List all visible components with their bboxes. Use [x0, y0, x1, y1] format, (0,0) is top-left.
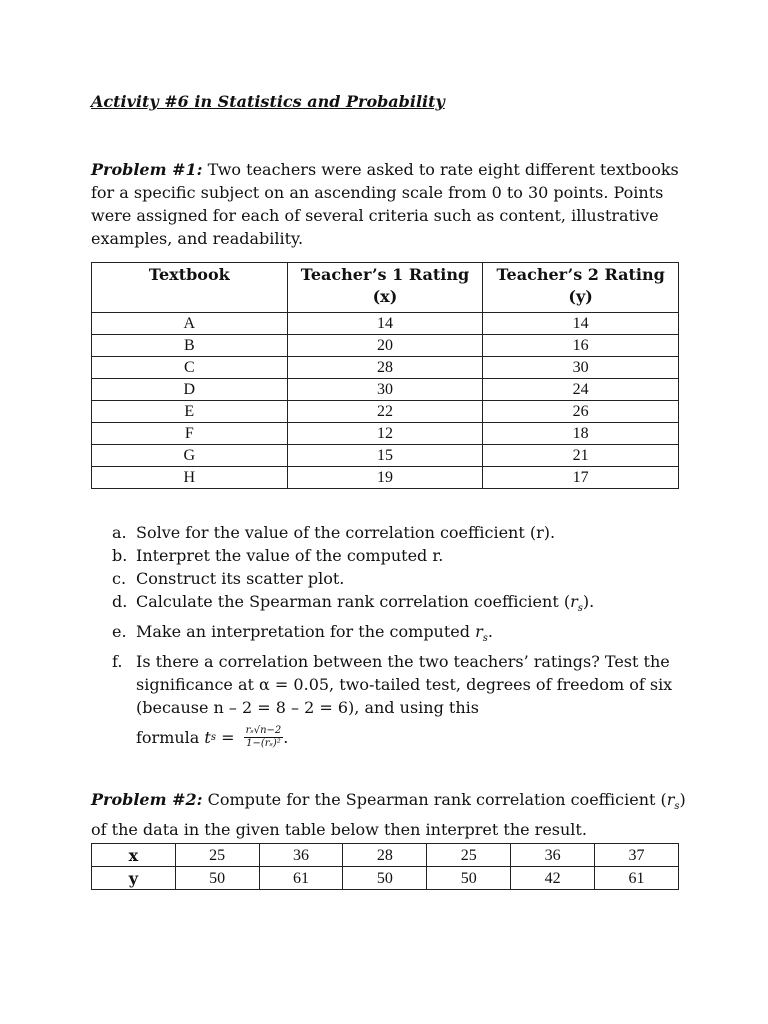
- cell-y: 50: [175, 867, 259, 890]
- problem-1-label: Problem #1:: [91, 160, 203, 179]
- cell-x: 12: [287, 423, 483, 445]
- header-textbook: Textbook: [92, 263, 288, 313]
- question-text: Construct its scatter plot.: [136, 569, 345, 588]
- table-row: [92, 467, 679, 489]
- cell-x: 30: [287, 379, 483, 401]
- question-letter: b.: [112, 546, 128, 565]
- problem-2-text: Compute for the Spearman rank correlation coefficient (: [202, 790, 667, 809]
- table-row: [92, 445, 679, 467]
- xy-data-table: [91, 843, 679, 890]
- cell-y: 14: [483, 313, 679, 335]
- formula-numerator: rₛ√n−2: [245, 724, 282, 736]
- question-text: Interpret the value of the computed r.: [136, 546, 444, 565]
- problem-2-label: Problem #2:: [91, 790, 203, 809]
- cell-y: 21: [483, 445, 679, 467]
- cell-x: 37: [595, 844, 679, 867]
- question-letter: c.: [112, 569, 127, 588]
- cell-book: E: [92, 401, 288, 423]
- cell-x: 19: [287, 467, 483, 489]
- table-row: [92, 401, 679, 423]
- row-label-x: x: [92, 844, 176, 867]
- cell-x: 28: [287, 357, 483, 379]
- cell-y: 16: [483, 335, 679, 357]
- formula-denominator: 1−(rₛ)²: [246, 737, 281, 749]
- cell-book: H: [92, 467, 288, 489]
- question-text: Is there a correlation between the two teachers’ ratings? Test the significance at α = 0.05, two-tailed test, degrees of freedom of six (because n – 2 = 8 – 2 = 6), and using this formula t s = $\frac{\text{rₛ√n−2}}{\text{1−(rₛ)²}}$ .: [136, 650, 682, 755]
- question-f: [112, 650, 682, 755]
- cell-y: 18: [483, 423, 679, 445]
- problem-1-text: Two teachers were asked to rate eight different textbooks for a specific subject on an ascending scale from 0 to 30 points. Points were assigned for each of several criteria such as content, illustrative examples, and readability.: [91, 160, 679, 248]
- table-row: [92, 335, 679, 357]
- cell-y: 42: [511, 867, 595, 890]
- question-e: [112, 620, 682, 650]
- cell-x: 36: [259, 844, 343, 867]
- problem-1: [91, 158, 691, 250]
- table-row-x: [92, 844, 679, 867]
- cell-book: A: [92, 313, 288, 335]
- cell-x: 28: [343, 844, 427, 867]
- question-d: [112, 590, 682, 620]
- question-letter: e.: [112, 622, 127, 642]
- cell-x: 22: [287, 401, 483, 423]
- question-c: [112, 567, 682, 590]
- cell-x: 20: [287, 335, 483, 357]
- ratings-table: [91, 262, 679, 489]
- cell-y: 61: [595, 867, 679, 890]
- question-list: [112, 521, 682, 755]
- problem-2-text-end: ) of the data in the given table below then interpret the result.: [91, 790, 686, 840]
- cell-x: 25: [175, 844, 259, 867]
- page-title: Activity #6 in Statistics and Probability: [91, 92, 445, 111]
- cell-x: 25: [427, 844, 511, 867]
- table-row: [92, 357, 679, 379]
- cell-y: 50: [427, 867, 511, 890]
- cell-y: 17: [483, 467, 679, 489]
- table-row: [92, 423, 679, 445]
- cell-y: 24: [483, 379, 679, 401]
- header-teacher-2: Teacher’s 2 Rating (y): [483, 263, 679, 313]
- question-letter: d.: [112, 592, 128, 611]
- cell-y: 61: [259, 867, 343, 890]
- cell-y: 50: [343, 867, 427, 890]
- question-a: [112, 521, 682, 544]
- row-label-y: y: [92, 867, 176, 890]
- question-letter: f.: [112, 652, 123, 672]
- problem-2: Problem #2: Compute for the Spearman rank correlation coefficient $(r_s)$ of the data in the given table below then interpret the result.: [91, 790, 686, 840]
- question-text: Calculate the Spearman rank correlation coefficient $(r_s)$.: [136, 592, 595, 615]
- question-text: Make an interpretation for the computed $r_s$.: [136, 622, 493, 645]
- cell-y: 30: [483, 357, 679, 379]
- table-row: [92, 313, 679, 335]
- cell-book: F: [92, 423, 288, 445]
- cell-y: 26: [483, 401, 679, 423]
- significance-formula: formula t s = $\frac{\text{rₛ√n−2}}{\text{1−(rₛ)²}}$ .: [136, 724, 289, 749]
- cell-book: B: [92, 335, 288, 357]
- ratings-table-header: [92, 263, 679, 313]
- cell-book: C: [92, 357, 288, 379]
- question-text: Solve for the value of the correlation coefficient (r).: [136, 523, 556, 542]
- cell-book: D: [92, 379, 288, 401]
- table-row: [92, 379, 679, 401]
- header-teacher-1: Teacher’s 1 Rating (x): [287, 263, 483, 313]
- cell-x: 36: [511, 844, 595, 867]
- question-b: [112, 544, 682, 567]
- cell-book: G: [92, 445, 288, 467]
- formula-fraction: [244, 725, 284, 750]
- table-row-y: [92, 867, 679, 890]
- cell-x: 15: [287, 445, 483, 467]
- cell-x: 14: [287, 313, 483, 335]
- question-letter: a.: [112, 523, 127, 542]
